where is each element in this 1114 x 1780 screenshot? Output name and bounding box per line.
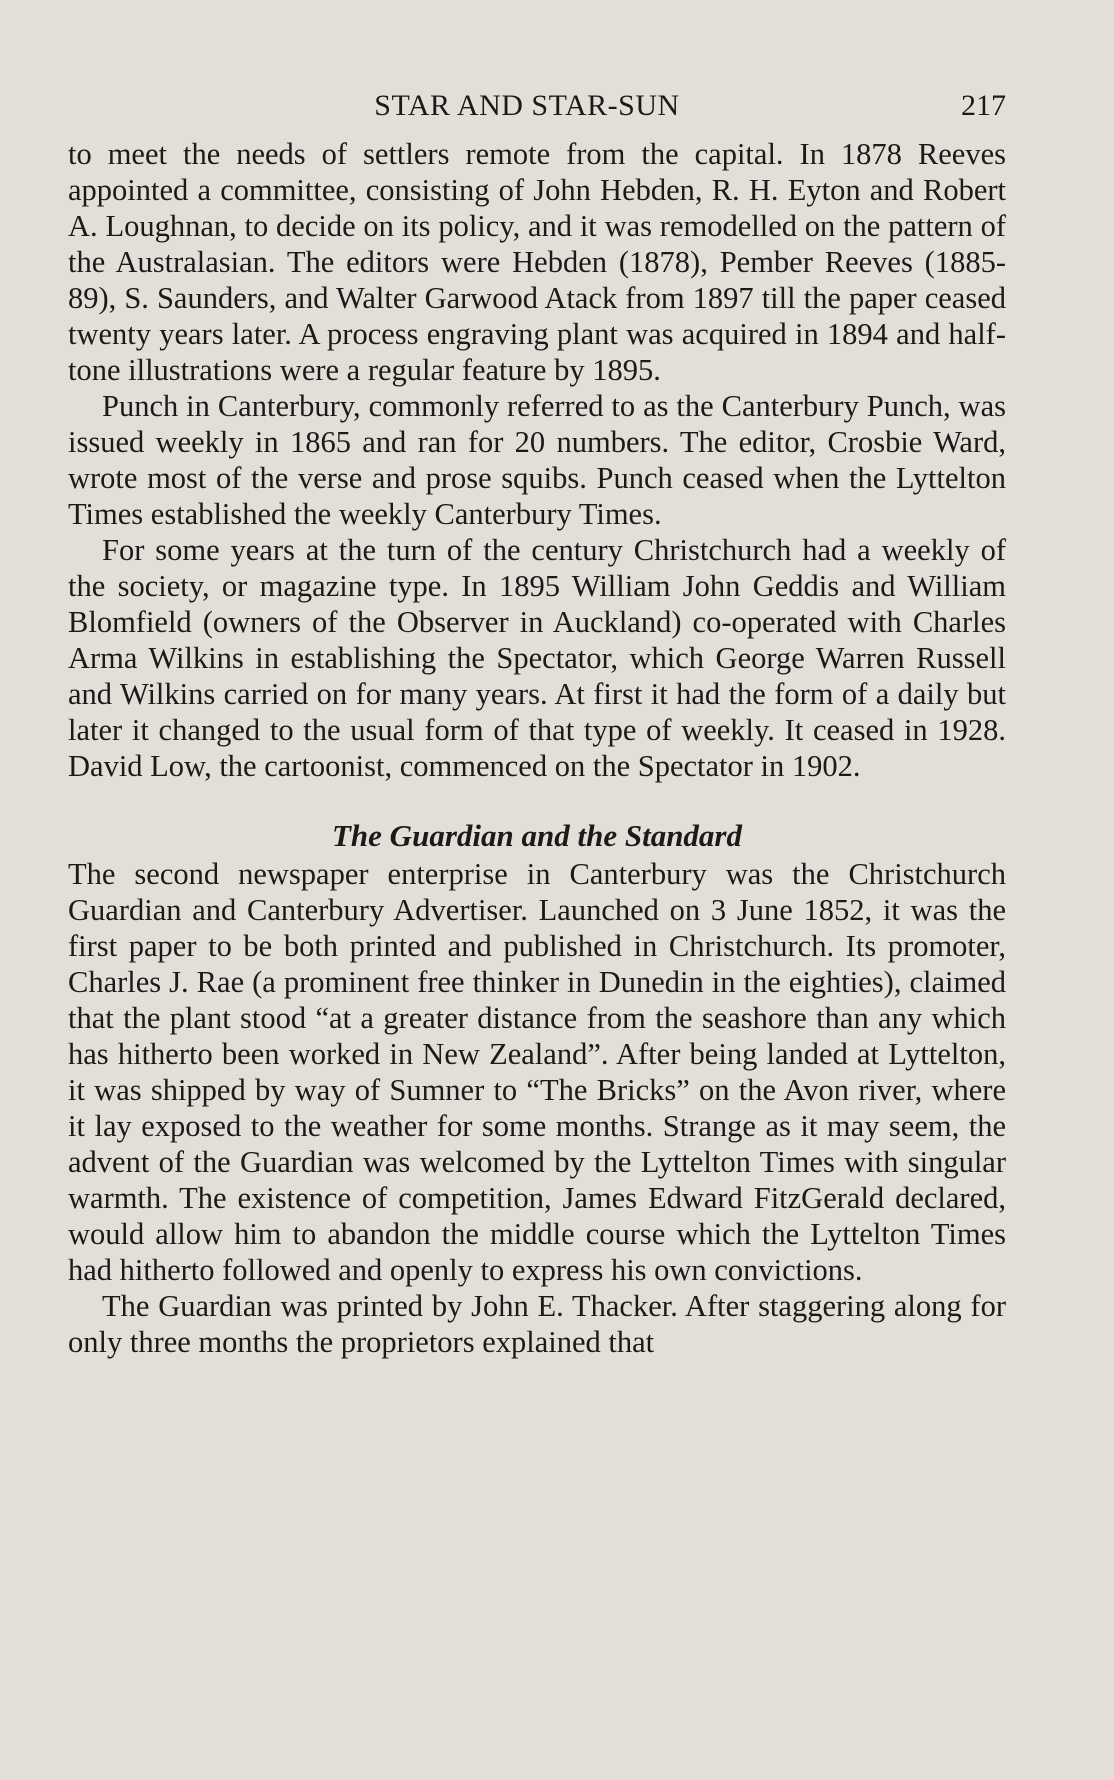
paragraph-spectator: For some years at the turn of the century Christchurch had a weekly of the society, or magazine type. In 1895 William John Geddis and William Blomfield (owners of the Observer in Auckland) co-operated with Charles Arma Wilkins in establishing the Spectator, which George Warren Russell and Wilkins carried on for many years. At first it had the form of a daily but later it changed to the usual form of that type of weekly. It ceased in 1928. David Low, the cartoonist, commenced on the Spectator in 1902.	[68, 533, 1006, 783]
page-number: 217	[961, 89, 1006, 122]
running-header	[68, 86, 1006, 126]
section-heading: The Guardian and the Standard	[332, 818, 742, 853]
running-title: STAR AND STAR-SUN	[374, 89, 680, 122]
body-text	[68, 136, 1006, 1360]
paragraph-thacker: The Guardian was printed by John E. Thacker. After staggering along for only three months the proprietors explained that	[68, 1289, 1006, 1359]
paragraph-punch: Punch in Canterbury, commonly referred to as the Canterbury Punch, was issued weekly in 1865 and ran for 20 numbers. The editor, Crosbie Ward, wrote most of the verse and prose squibs. Punch ceased when the Lyttelton Times established the weekly Canterbury Times.	[68, 389, 1006, 531]
paragraph-guardian: The second newspaper enterprise in Canterbury was the Christchurch Guardian and Canterbury Advertiser. Launched on 3 June 1852, it was the first paper to be both printed and published in Christchurch. Its promoter, Charles J. Rae (a prominent free thinker in Dunedin in the eighties), claimed that the plant stood “at a greater distance from the seashore than any which has hitherto been worked in New Zealand”. After being landed at Lyttelton, it was shipped by way of Sumner to “The Bricks” on the Avon river, where it lay exposed to the weather for some months. Strange as it may seem, the advent of the Guardian was welcomed by the Lyttelton Times with singular warmth. The existence of competition, James Edward FitzGerald declared, would allow him to abandon the middle course which the Lyttelton Times had hitherto followed and openly to express his own convictions.	[68, 857, 1006, 1287]
paragraph-continuation: to meet the needs of settlers remote from the capital. In 1878 Reeves appointed a committee, consisting of John Hebden, R. H. Eyton and Robert A. Loughnan, to decide on its policy, and it was remodelled on the pattern of the Australasian. The editors were Hebden (1878), Pember Reeves (1885-89), S. Saunders, and Walter Garwood Atack from 1897 till the paper ceased twenty years later. A process engraving plant was acquired in 1894 and half-tone illustrations were a regular feature by 1895.	[68, 137, 1006, 387]
book-page	[68, 86, 1006, 1360]
